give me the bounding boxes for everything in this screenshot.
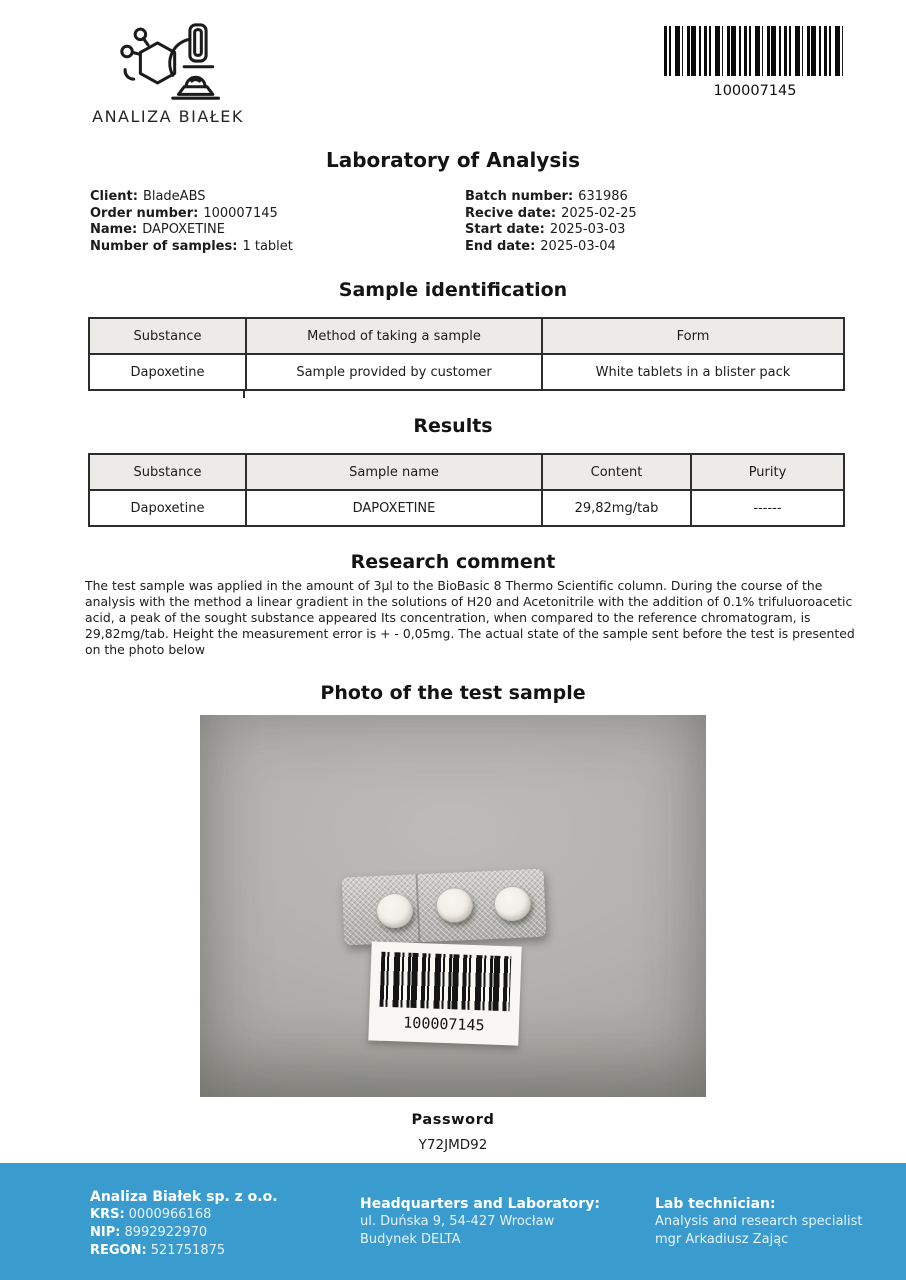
footer-technician-block bbox=[655, 1195, 905, 1280]
tablet-3 bbox=[493, 885, 531, 922]
brand-wordmark: ANALIZA BIAŁEK bbox=[92, 107, 244, 126]
info-name-value: DAPOXETINE bbox=[142, 222, 225, 237]
info-end-date-value: 2025-03-04 bbox=[540, 238, 616, 254]
order-info bbox=[90, 189, 906, 255]
info-number-of-samples-label: Number of samples: bbox=[90, 238, 238, 254]
footer-nip bbox=[90, 1224, 360, 1242]
info-batch-number-label: Batch number: bbox=[465, 189, 574, 204]
info-number-of-samples bbox=[90, 239, 465, 256]
info-recive-date bbox=[465, 206, 840, 223]
res-cell-sample-name: DAPOXETINE bbox=[246, 490, 542, 526]
footer-regon bbox=[90, 1242, 360, 1260]
password-label: Password bbox=[411, 1112, 495, 1128]
si-cell-method: Sample provided by customer bbox=[246, 354, 542, 390]
blister-pack bbox=[342, 869, 547, 946]
si-cell-form: White tablets in a blister pack bbox=[542, 354, 844, 390]
info-order-number-label: Order number: bbox=[90, 205, 199, 221]
info-order-number-value: 100007145 bbox=[203, 205, 278, 221]
sample-barcode-number: 100007145 bbox=[403, 1013, 485, 1035]
footer-company-block bbox=[90, 1188, 360, 1280]
res-cell-substance: Dapoxetine bbox=[89, 490, 246, 526]
footer-technician-line2: mgr Arkadiusz Zając bbox=[655, 1232, 789, 1247]
footer-address-line2: Budynek DELTA bbox=[360, 1232, 461, 1247]
sample-identification-table-wrap bbox=[88, 317, 843, 391]
res-col-substance: Substance bbox=[89, 454, 246, 490]
info-start-date-label: Start date: bbox=[465, 222, 545, 237]
sample-identification-heading: Sample identification bbox=[338, 279, 568, 301]
footer-krs-value: 0000966168 bbox=[128, 1207, 212, 1222]
info-name-label: Name: bbox=[90, 222, 138, 237]
footer-address-line1: ul. Duńska 9, 54-427 Wrocław bbox=[360, 1214, 555, 1229]
page-footer bbox=[0, 1163, 906, 1280]
info-client bbox=[90, 189, 465, 206]
info-name bbox=[90, 222, 465, 239]
footer-technician-line1: Analysis and research specialist bbox=[655, 1214, 863, 1229]
info-end-date-label: End date: bbox=[465, 238, 536, 254]
footer-headquarters-title: Headquarters and Laboratory: bbox=[360, 1196, 600, 1212]
results-heading: Results bbox=[413, 415, 493, 437]
si-col-substance: Substance bbox=[89, 318, 246, 354]
info-recive-date-label: Recive date: bbox=[465, 205, 557, 221]
res-col-sample-name: Sample name bbox=[246, 454, 542, 490]
si-col-method: Method of taking a sample bbox=[246, 318, 542, 354]
footer-regon-label: REGON: bbox=[90, 1243, 147, 1258]
order-info-left bbox=[90, 189, 465, 255]
order-barcode-block bbox=[664, 26, 846, 99]
footer-company-name: Analiza Białek sp. z o.o. bbox=[90, 1189, 278, 1205]
tablet-1 bbox=[375, 892, 413, 929]
info-client-label: Client: bbox=[90, 189, 138, 204]
footer-nip-label: NIP: bbox=[90, 1225, 121, 1240]
info-recive-date-value: 2025-02-25 bbox=[561, 205, 637, 221]
order-barcode-number: 100007145 bbox=[713, 83, 797, 99]
results-table bbox=[88, 453, 845, 527]
test-sample-photo bbox=[200, 715, 706, 1097]
info-end-date bbox=[465, 239, 840, 256]
res-cell-purity: ------ bbox=[691, 490, 844, 526]
table-row bbox=[89, 490, 844, 526]
photo-heading: Photo of the test sample bbox=[320, 682, 586, 704]
footer-headquarters-block bbox=[360, 1195, 655, 1280]
password-value: Y72JMD92 bbox=[418, 1137, 488, 1153]
res-cell-content: 29,82mg/tab bbox=[542, 490, 691, 526]
info-batch-number bbox=[465, 189, 840, 206]
page-title: Laboratory of Analysis bbox=[326, 148, 580, 172]
res-col-content: Content bbox=[542, 454, 691, 490]
info-number-of-samples-value: 1 tablet bbox=[242, 238, 293, 254]
footer-technician-title: Lab technician: bbox=[655, 1196, 776, 1212]
sample-barcode-label bbox=[368, 941, 521, 1045]
info-start-date-value: 2025-03-03 bbox=[549, 222, 626, 237]
research-comment-text: The test sample was applied in the amount of 3µl to the BioBasic 8 Thermo Scientific column. During the course of the analysis with the method a linear gradient in the solutions of H20 and Acetonitrile with the addition of 0.1% trifuluoroacetic acid, a peak of the sought substance appeared Its concentration, when compared to the reference chromatogram, is 29,82mg/tab. Height the measurement error is + - 0,05mg. The actual state of the sample sent before the test is presented on the photo below bbox=[85, 578, 855, 657]
si-cell-substance: Dapoxetine bbox=[89, 354, 246, 390]
footer-nip-value: 8992922970 bbox=[124, 1225, 208, 1240]
si-col-form: Form bbox=[542, 318, 844, 354]
brand-logo bbox=[88, 22, 248, 126]
microscope-molecule-logo-icon bbox=[104, 22, 232, 102]
footer-krs bbox=[90, 1206, 360, 1224]
footer-regon-value: 521751875 bbox=[150, 1243, 226, 1258]
info-start-date bbox=[465, 222, 840, 239]
info-order-number bbox=[90, 206, 465, 223]
tablet-2 bbox=[435, 887, 473, 924]
order-barcode-icon bbox=[664, 26, 846, 76]
order-info-right bbox=[465, 189, 840, 255]
sample-identification-table bbox=[88, 317, 845, 391]
table-row bbox=[89, 354, 844, 390]
info-client-value: BladeABS bbox=[142, 189, 206, 204]
results-table-wrap bbox=[88, 453, 843, 527]
res-col-purity: Purity bbox=[691, 454, 844, 490]
page-header bbox=[0, 0, 906, 126]
table-divider-tick bbox=[243, 391, 245, 398]
research-comment-heading: Research comment bbox=[350, 551, 556, 573]
footer-krs-label: KRS: bbox=[90, 1207, 125, 1222]
sample-barcode-icon bbox=[379, 952, 511, 1012]
blister-seam bbox=[416, 874, 421, 942]
info-batch-number-value: 631986 bbox=[578, 189, 628, 204]
